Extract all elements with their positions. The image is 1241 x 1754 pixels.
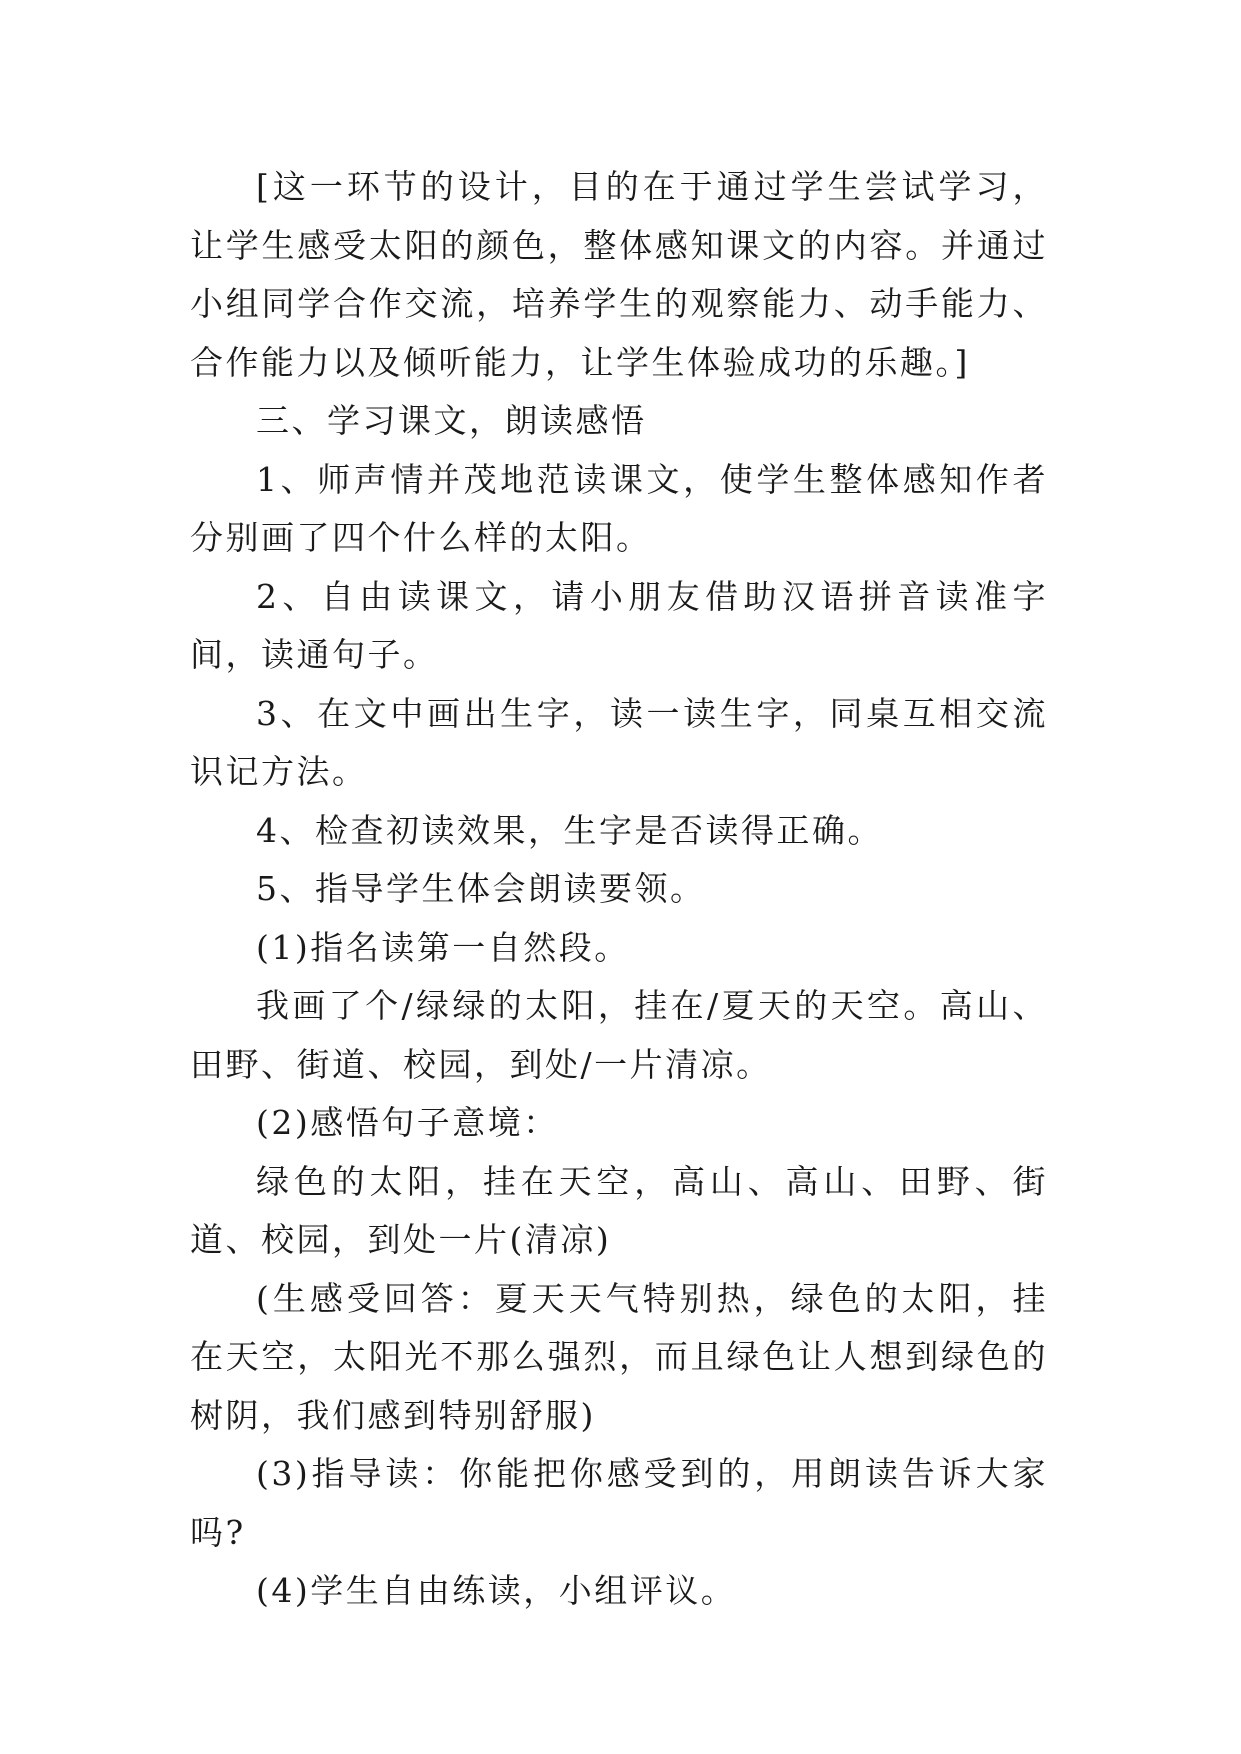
document-body <box>190 158 1048 1621</box>
sub-item-4: (4)学生自由练读，小组评议。 <box>256 1571 737 1610</box>
sub-item-3: (3)指导读：你能把你感受到的，用朗读告诉大家吗? <box>190 1454 1048 1552</box>
sub-item-2: (2)感悟句子意境： <box>256 1103 559 1142</box>
list-item-3: 3、在文中画出生字，读一读生字，同桌互相交流识记方法。 <box>190 693 1048 791</box>
student-answer: (生感受回答：夏天天气特别热，绿色的太阳，挂在天空，太阳光不那么强烈，而且绿色让人想到绿色的树阴，我们感到特别舒服) <box>190 1278 1048 1435</box>
reading-text: 我画了个/绿绿的太阳，挂在/夏天的天空。高山、田野、街道、校园，到处/一片清凉。 <box>190 986 1048 1084</box>
section-heading: 三、学习课文，朗读感悟 <box>256 401 647 440</box>
list-item-4: 4、检查初读效果，生字是否读得正确。 <box>256 810 883 850</box>
list-item-5: 5、指导学生体会朗读要领。 <box>256 869 706 908</box>
paragraph-design-note: [这一环节的设计，目的在于通过学生尝试学习，让学生感受太阳的颜色，整体感知课文的内容。并通过小组同学合作交流，培养学生的观察能力、动手能力、合作能力以及倾听能力，让学生体验成功的乐趣。] <box>190 167 1048 382</box>
sub-item-1: (1)指名读第一自然段。 <box>256 927 630 967</box>
list-item-1: 1、师声情并茂地范读课文，使学生整体感知作者分别画了四个什么样的太阳。 <box>190 459 1048 557</box>
list-item-2: 2、自由读课文，请小朋友借助汉语拼音读准字间，读通句子。 <box>190 576 1048 674</box>
fill-in-sentence: 绿色的太阳，挂在天空，高山、高山、田野、街道、校园，到处一片(清凉) <box>190 1161 1048 1259</box>
